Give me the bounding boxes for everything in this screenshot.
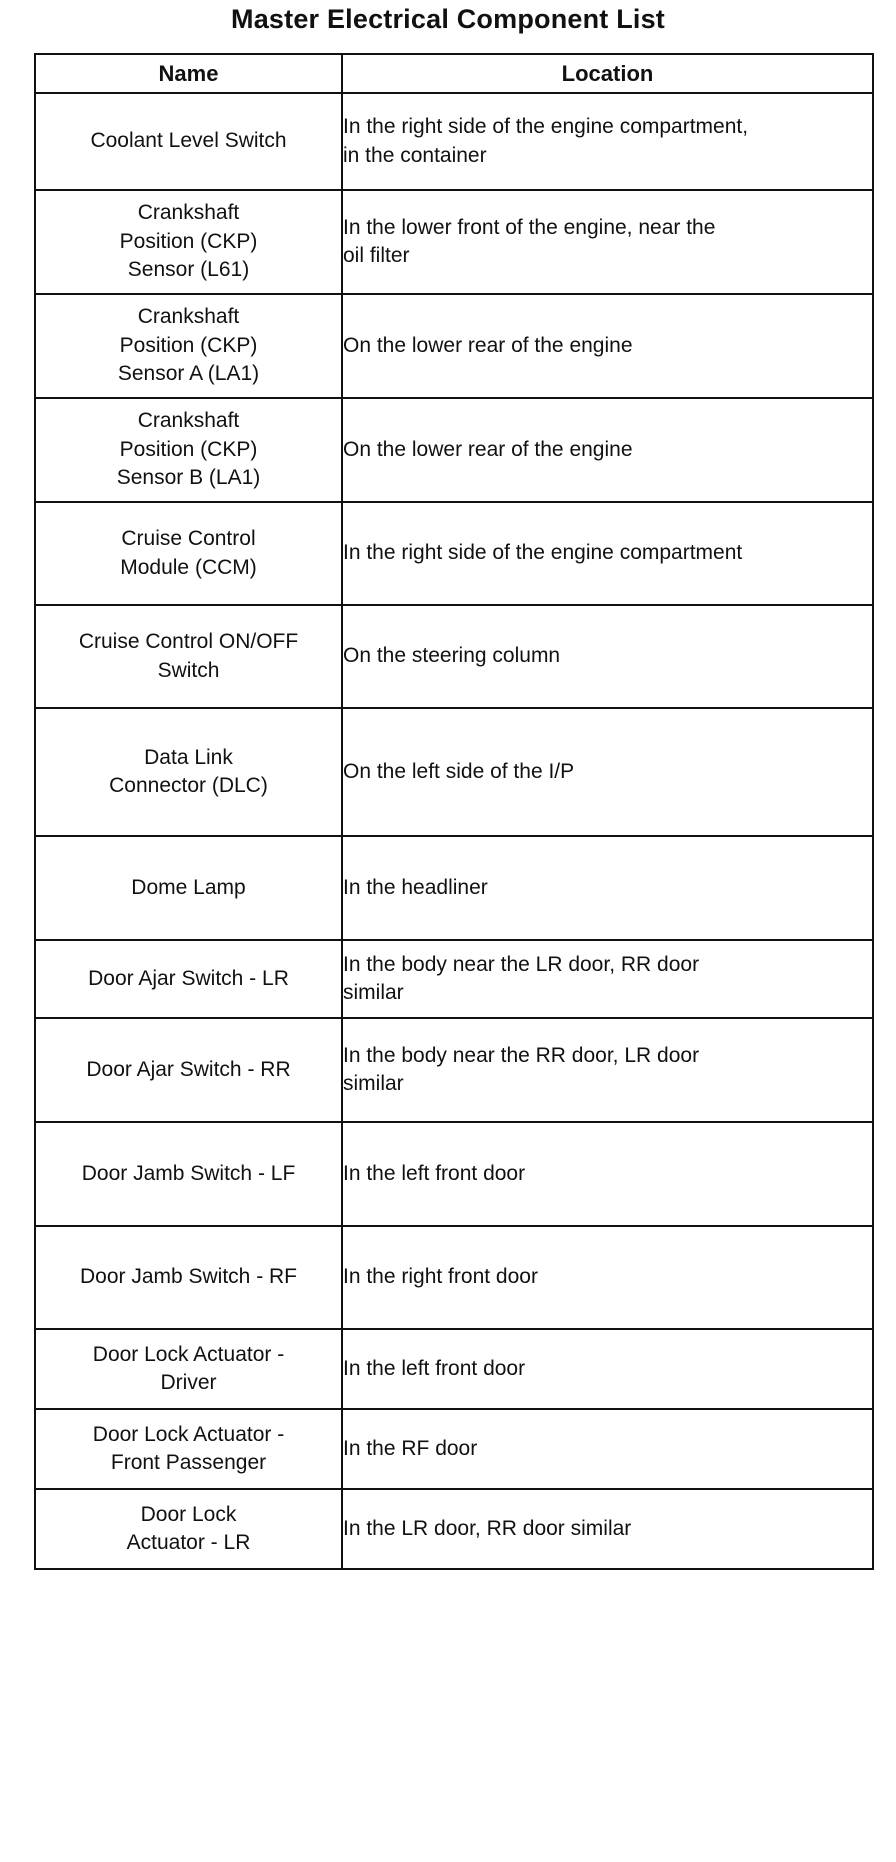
component-location-cell: In the right side of the engine compartment, in the container [342,93,873,190]
table-row [35,93,873,190]
component-name-cell: Door Lock Actuator - Front Passenger [35,1409,342,1489]
table-row [35,294,873,398]
component-location-cell: On the left side of the I/P [342,708,873,836]
table-row [35,836,873,940]
table-row [35,1489,873,1569]
component-name-cell: Door Jamb Switch - RF [35,1226,342,1329]
table-row [35,605,873,708]
location-column-header: Location [342,54,873,93]
component-location-cell: In the left front door [342,1122,873,1226]
table-row [35,1122,873,1226]
component-location-cell: In the RF door [342,1409,873,1489]
table-row [35,190,873,294]
component-location-cell: In the lower front of the engine, near the oil filter [342,190,873,294]
component-name-cell: Data Link Connector (DLC) [35,708,342,836]
table-row [35,1409,873,1489]
component-location-cell: In the right side of the engine compartment [342,502,873,605]
component-name-cell: Door Lock Actuator - Driver [35,1329,342,1409]
component-location-cell: On the lower rear of the engine [342,294,873,398]
component-location-cell: In the LR door, RR door similar [342,1489,873,1569]
component-location-cell: On the lower rear of the engine [342,398,873,502]
component-name-cell: Cruise Control Module (CCM) [35,502,342,605]
component-name-cell: Crankshaft Position (CKP) Sensor A (LA1) [35,294,342,398]
table-row [35,940,873,1018]
name-column-header: Name [35,54,342,93]
table-row [35,1226,873,1329]
component-name-cell: Dome Lamp [35,836,342,940]
table-header-row [35,54,873,93]
component-name-cell: Coolant Level Switch [35,93,342,190]
table-row [35,1018,873,1122]
table-row [35,1329,873,1409]
component-name-cell: Door Lock Actuator - LR [35,1489,342,1569]
table-row [35,502,873,605]
component-location-cell: In the body near the LR door, RR door similar [342,940,873,1018]
component-name-cell: Door Jamb Switch - LF [35,1122,342,1226]
component-location-cell: On the steering column [342,605,873,708]
component-location-cell: In the body near the RR door, LR door similar [342,1018,873,1122]
component-location-cell: In the left front door [342,1329,873,1409]
component-name-cell: Door Ajar Switch - RR [35,1018,342,1122]
table-row [35,398,873,502]
component-location-cell: In the right front door [342,1226,873,1329]
component-name-cell: Cruise Control ON/OFF Switch [35,605,342,708]
table-body [35,93,873,1569]
component-name-cell: Door Ajar Switch - LR [35,940,342,1018]
component-table [34,53,874,1570]
table-row [35,708,873,836]
page-title: Master Electrical Component List [231,4,665,34]
component-location-cell: In the headliner [342,836,873,940]
component-name-cell: Crankshaft Position (CKP) Sensor (L61) [35,190,342,294]
component-name-cell: Crankshaft Position (CKP) Sensor B (LA1) [35,398,342,502]
